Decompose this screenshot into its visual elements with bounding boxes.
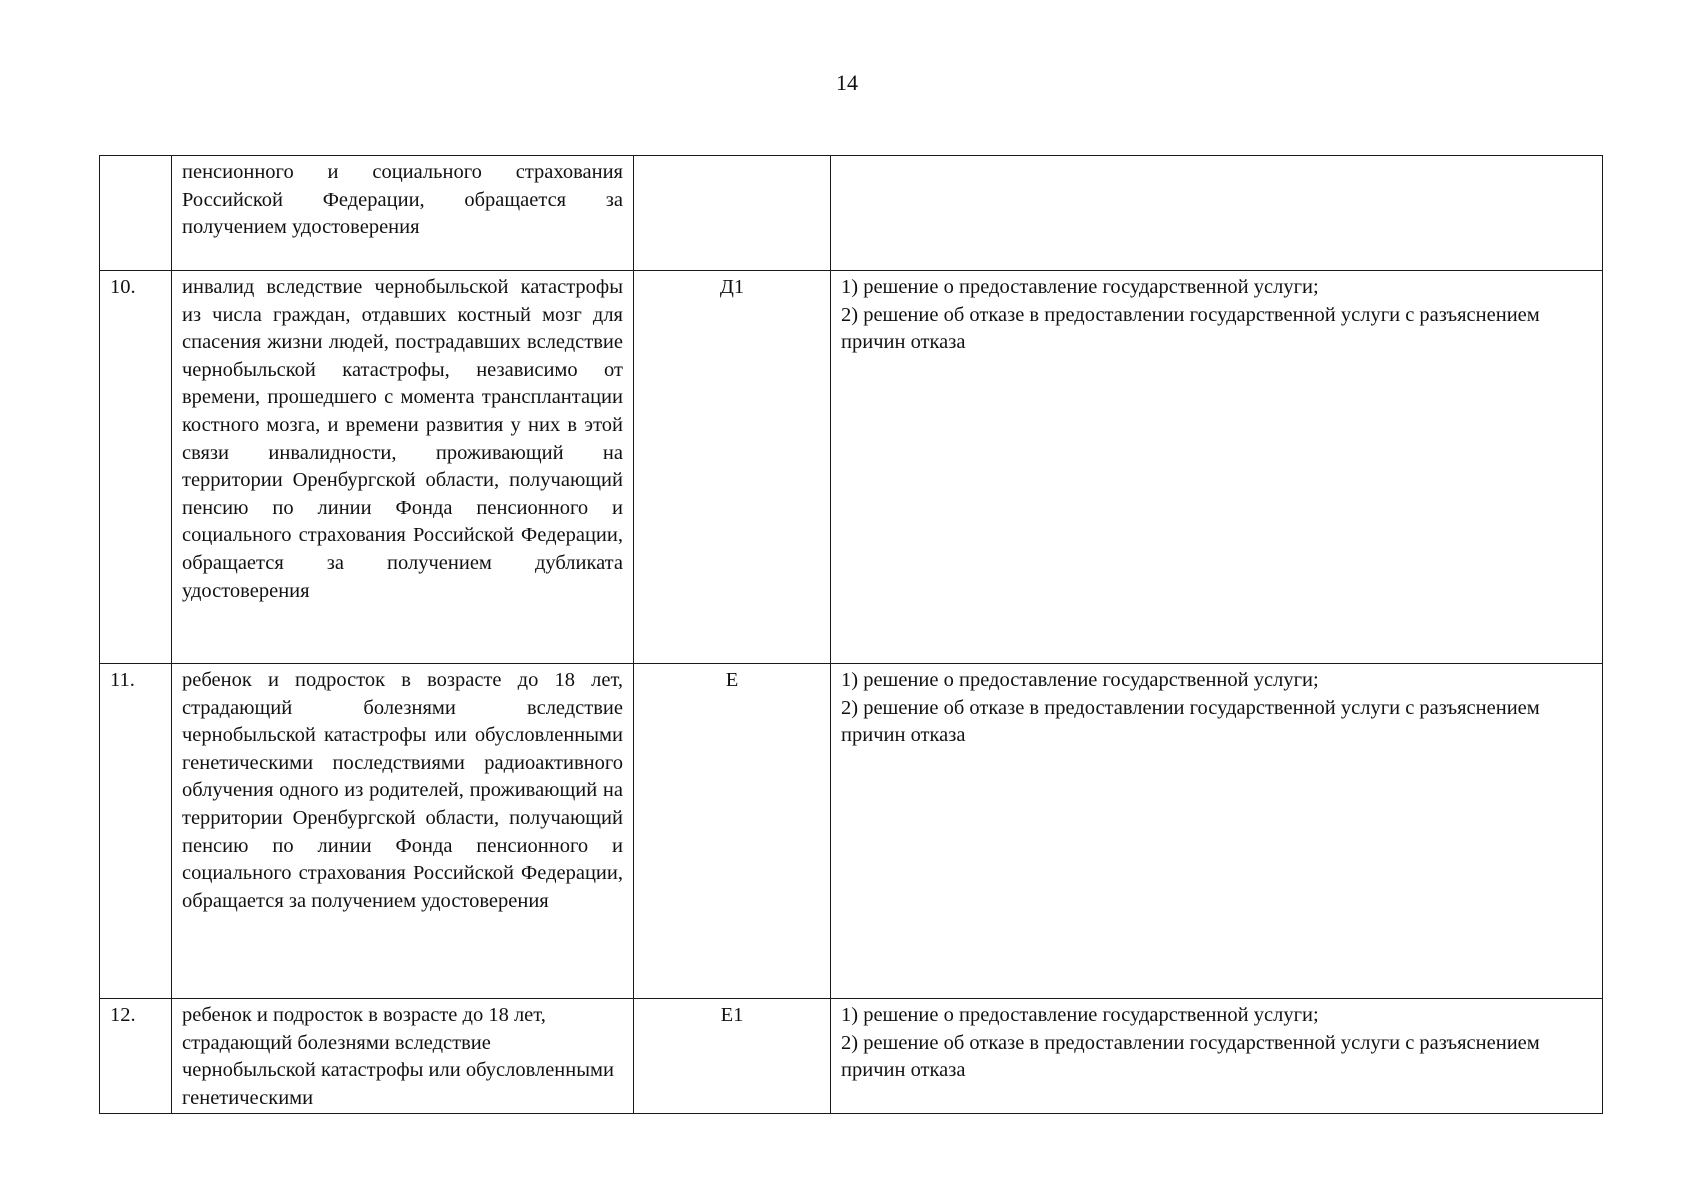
row-number: 10. <box>100 271 172 664</box>
applicant-category: инвалид вследствие чернобыльской катастрофы из числа граждан, отдавших костный мозг для спасения жизни людей, пострадавших вследствие чернобыльской катастрофы, независимо от времени, прошедшего с момента трансплантации костного мозга, и времени развития у них в этой связи инвалидности, проживающий на территории Оренбургской области, получающий пенсию по линии Фонда пенсионного и социального страхования Российской Федерации, обращается за получением дубликата удостоверения <box>172 271 634 664</box>
result-refusal: 2) решение об отказе в предоставлении государственной услуги с разъяснением причин отказа <box>841 303 1540 354</box>
result-approval: 1) решение о предоставление государственной услуги; <box>841 276 1319 298</box>
row-number: 12. <box>100 999 172 1114</box>
service-result <box>831 271 1603 664</box>
table-row <box>100 999 1603 1114</box>
result-refusal: 2) решение об отказе в предоставлении государственной услуги с разъяснением причин отказа <box>841 696 1540 747</box>
variant-code: Д1 <box>634 271 831 664</box>
row-number <box>100 156 172 271</box>
variant-code <box>634 156 831 271</box>
result-approval: 1) решение о предоставление государственной услуги; <box>841 1004 1319 1026</box>
service-result <box>831 999 1603 1114</box>
table-row <box>100 156 1603 271</box>
row-number: 11. <box>100 664 172 999</box>
applicant-category: пенсионного и социального страхования Российской Федерации, обращается за получением удостоверения <box>172 156 634 271</box>
applicant-category: ребенок и подросток в возрасте до 18 лет, страдающий болезнями вследствие чернобыльской катастрофы или обусловленными генетическими последствиями радиоактивного облучения одного из родителей, проживающий на территории Оренбургской области, получающий пенсию по линии Фонда пенсионного и социального страхования Российской Федерации, обращается за получением удостоверения <box>172 664 634 999</box>
result-approval: 1) решение о предоставление государственной услуги; <box>841 669 1319 691</box>
variant-code: Е <box>634 664 831 999</box>
table-row <box>100 664 1603 999</box>
variant-code: Е1 <box>634 999 831 1114</box>
service-result <box>831 156 1603 271</box>
page-number: 14 <box>836 70 858 95</box>
result-refusal: 2) решение об отказе в предоставлении государственной услуги с разъяснением причин отказа <box>841 1031 1540 1082</box>
applicant-category: ребенок и подросток в возрасте до 18 лет, страдающий болезнями вследствие чернобыльской катастрофы или обусловленными генетическими <box>172 999 634 1114</box>
service-result <box>831 664 1603 999</box>
table-row <box>100 271 1603 664</box>
services-table <box>99 155 1603 1114</box>
